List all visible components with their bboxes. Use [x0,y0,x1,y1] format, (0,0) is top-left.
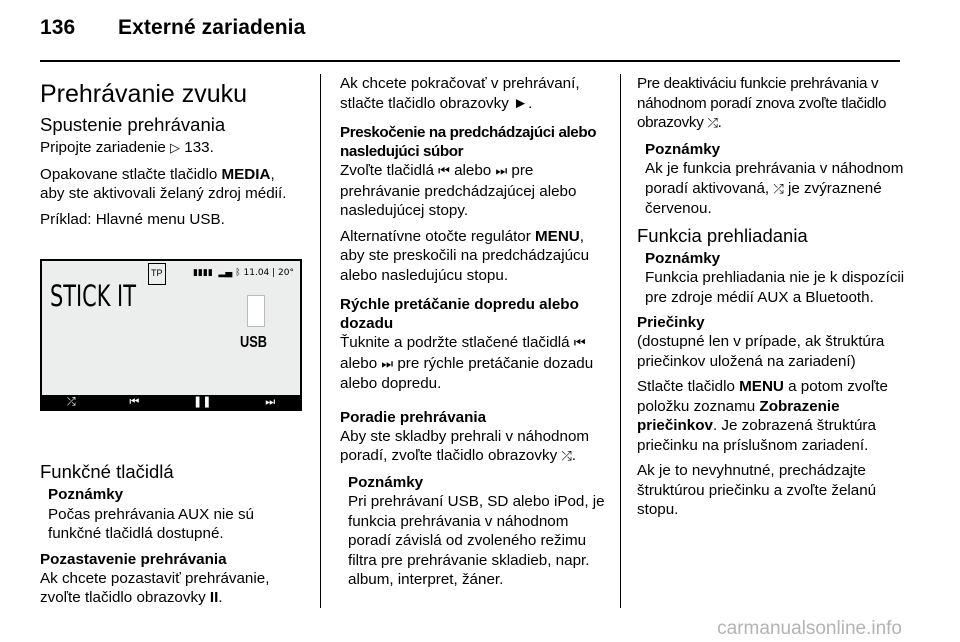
clock-temp: 11.04 | 20° [243,268,294,278]
note-aux [40,485,302,544]
previous-icon[interactable]: ⏮ [129,396,140,409]
column-divider-1 [320,74,321,608]
note-title: Poznámky [645,140,721,158]
pause-icon[interactable]: ❚❚ [193,396,212,409]
shuffle-icon: ⤮ [773,181,784,197]
note-title: Poznámky [645,249,721,267]
media-text: Opakovane stlačte tlačidlo MEDIA, aby ste aktivovali želaný zdroj médií. [40,165,287,202]
column-divider-2 [620,74,621,608]
previous-icon: ⏮ [573,336,586,351]
alt-text: Alternatívne otočte regulátor MENU, aby ste preskočili na predchádzajúcu alebo nasledujúcu stopu. [340,227,590,284]
header-rule [40,60,900,62]
pause-text: Ak chcete pozastaviť prehrávanie, zvoľte tlačidlo obrazovky II. [40,569,270,606]
page-number: 136 [40,16,76,39]
screen-display [42,261,300,395]
folders-text: (dostupné len v prípade, ak štruktúra priečinkov uložená na zariadení) [637,333,885,370]
example-text: Príklad: Hlavné menu USB. [40,210,225,228]
previous-icon: ⏮ [438,164,450,179]
media-button-label: MEDIA [221,165,271,183]
note-text: Pri prehrávaní USB, SD alebo iPod, je funkcia prehrávania v náhodnom poradí závislá od zvoleného režimu filtra pre prehrávanie skladieb, napr. album, interpret, žáner. [348,493,605,588]
functions-title: Funkčné tlačidlá [40,461,174,482]
start-title: Spustenie prehrávania [40,114,226,135]
screen-control-bar [40,395,302,411]
next-icon: ⏭ [381,356,394,372]
deactivate-text: Pre deaktiváciu funkcie prehrávania v náhodnom poradí znova zvoľte tlačidlo obrazovky ⤮. [637,75,887,131]
page-ref[interactable]: 133. [184,139,214,156]
note-shuffle [340,473,606,590]
skip-text: Zvoľte tlačidlá ⏮ alebo ⏭ pre prehrávanie predchádzajúcej alebo nasledujúcej stopy. [340,162,577,219]
ff-title: Rýchle pretáčanie dopredu alebo dozadu [340,296,579,332]
note-title: Poznámky [48,486,124,503]
ff-text: Ťuknite a podržte stlačené tlačidlá ⏮ alebo ⏭ pre rýchle pretáčanie dozadu alebo dopredu. [340,334,594,392]
press-text: Stlačte tlačidlo MENU a potom zvoľte položku zoznamu Zobrazenie priečinkov. Je zobrazená štruktúra priečinku na príslušnom zariadení. [637,378,888,454]
chapter-title: Externé zariadenia [118,16,306,39]
note-title: Poznámky [348,473,424,491]
bluetooth-icon: ᛒ [235,268,241,278]
page-ref-icon: ▷ [170,141,181,156]
source-label: USB [240,334,268,351]
page-header [40,16,305,40]
connect-text: Pripojte zariadenie ▷ 133. [40,139,214,156]
navigate-text: Ak je to nevyhnutné, prechádzajte štruktúrou priečinku a zvoľte želanú stopu. [637,462,877,518]
status-bar [193,264,294,284]
column-3 [637,74,905,526]
battery-icon: ▮▮▮▮ [192,268,213,278]
next-icon: ⏭ [495,164,508,179]
track-title: STICK IT [50,279,136,313]
resume-text: Ak chcete pokračovať v prehrávaní, stlačte tlačidlo obrazovky ►. [340,75,580,112]
note-text: Počas prehrávania AUX nie sú funkčné tlačidlá dostupné. [48,505,254,542]
signal-icon: ▂▄ [218,268,233,278]
pause-title: Pozastavenie prehrávania [40,550,227,568]
browse-title: Funkcia prehliadania [637,224,808,246]
shuffle-icon: ⤮ [707,116,718,131]
note-text: Funkcia prehliadania nie je k dispozícii pre zdroje médií AUX a Bluetooth. [645,269,905,306]
note-browse [637,249,905,308]
order-text: Aby ste skladby prehrali v náhodnom poradí, zvoľte tlačidlo obrazovky ⤮. [340,427,590,464]
note-shuffle-active [637,140,905,219]
tp-indicator: TP [148,263,166,285]
next-icon[interactable]: ⏭ [265,396,276,409]
pause-icon: II [209,589,219,606]
note-text: Ak je funkcia prehrávania v náhodnom poradí aktivovaná, ⤮ je zvýraznené červenou. [645,160,904,217]
skip-title: Preskočenie na predchádzajúci alebo nasledujúci súbor [340,124,597,160]
usb-stick-icon [247,295,265,327]
column-2 [340,74,606,596]
column-1 [40,74,302,614]
watermark: carmanualsonline.info [717,618,902,639]
shuffle-icon[interactable]: ⤮ [66,396,76,409]
usb-screen-image [40,259,302,411]
shuffle-icon: ⤮ [561,449,572,464]
folders-title: Priečinky [637,314,705,331]
section-title: Prehrávanie zvuku [40,80,248,108]
order-title: Poradie prehrávania [340,408,487,426]
